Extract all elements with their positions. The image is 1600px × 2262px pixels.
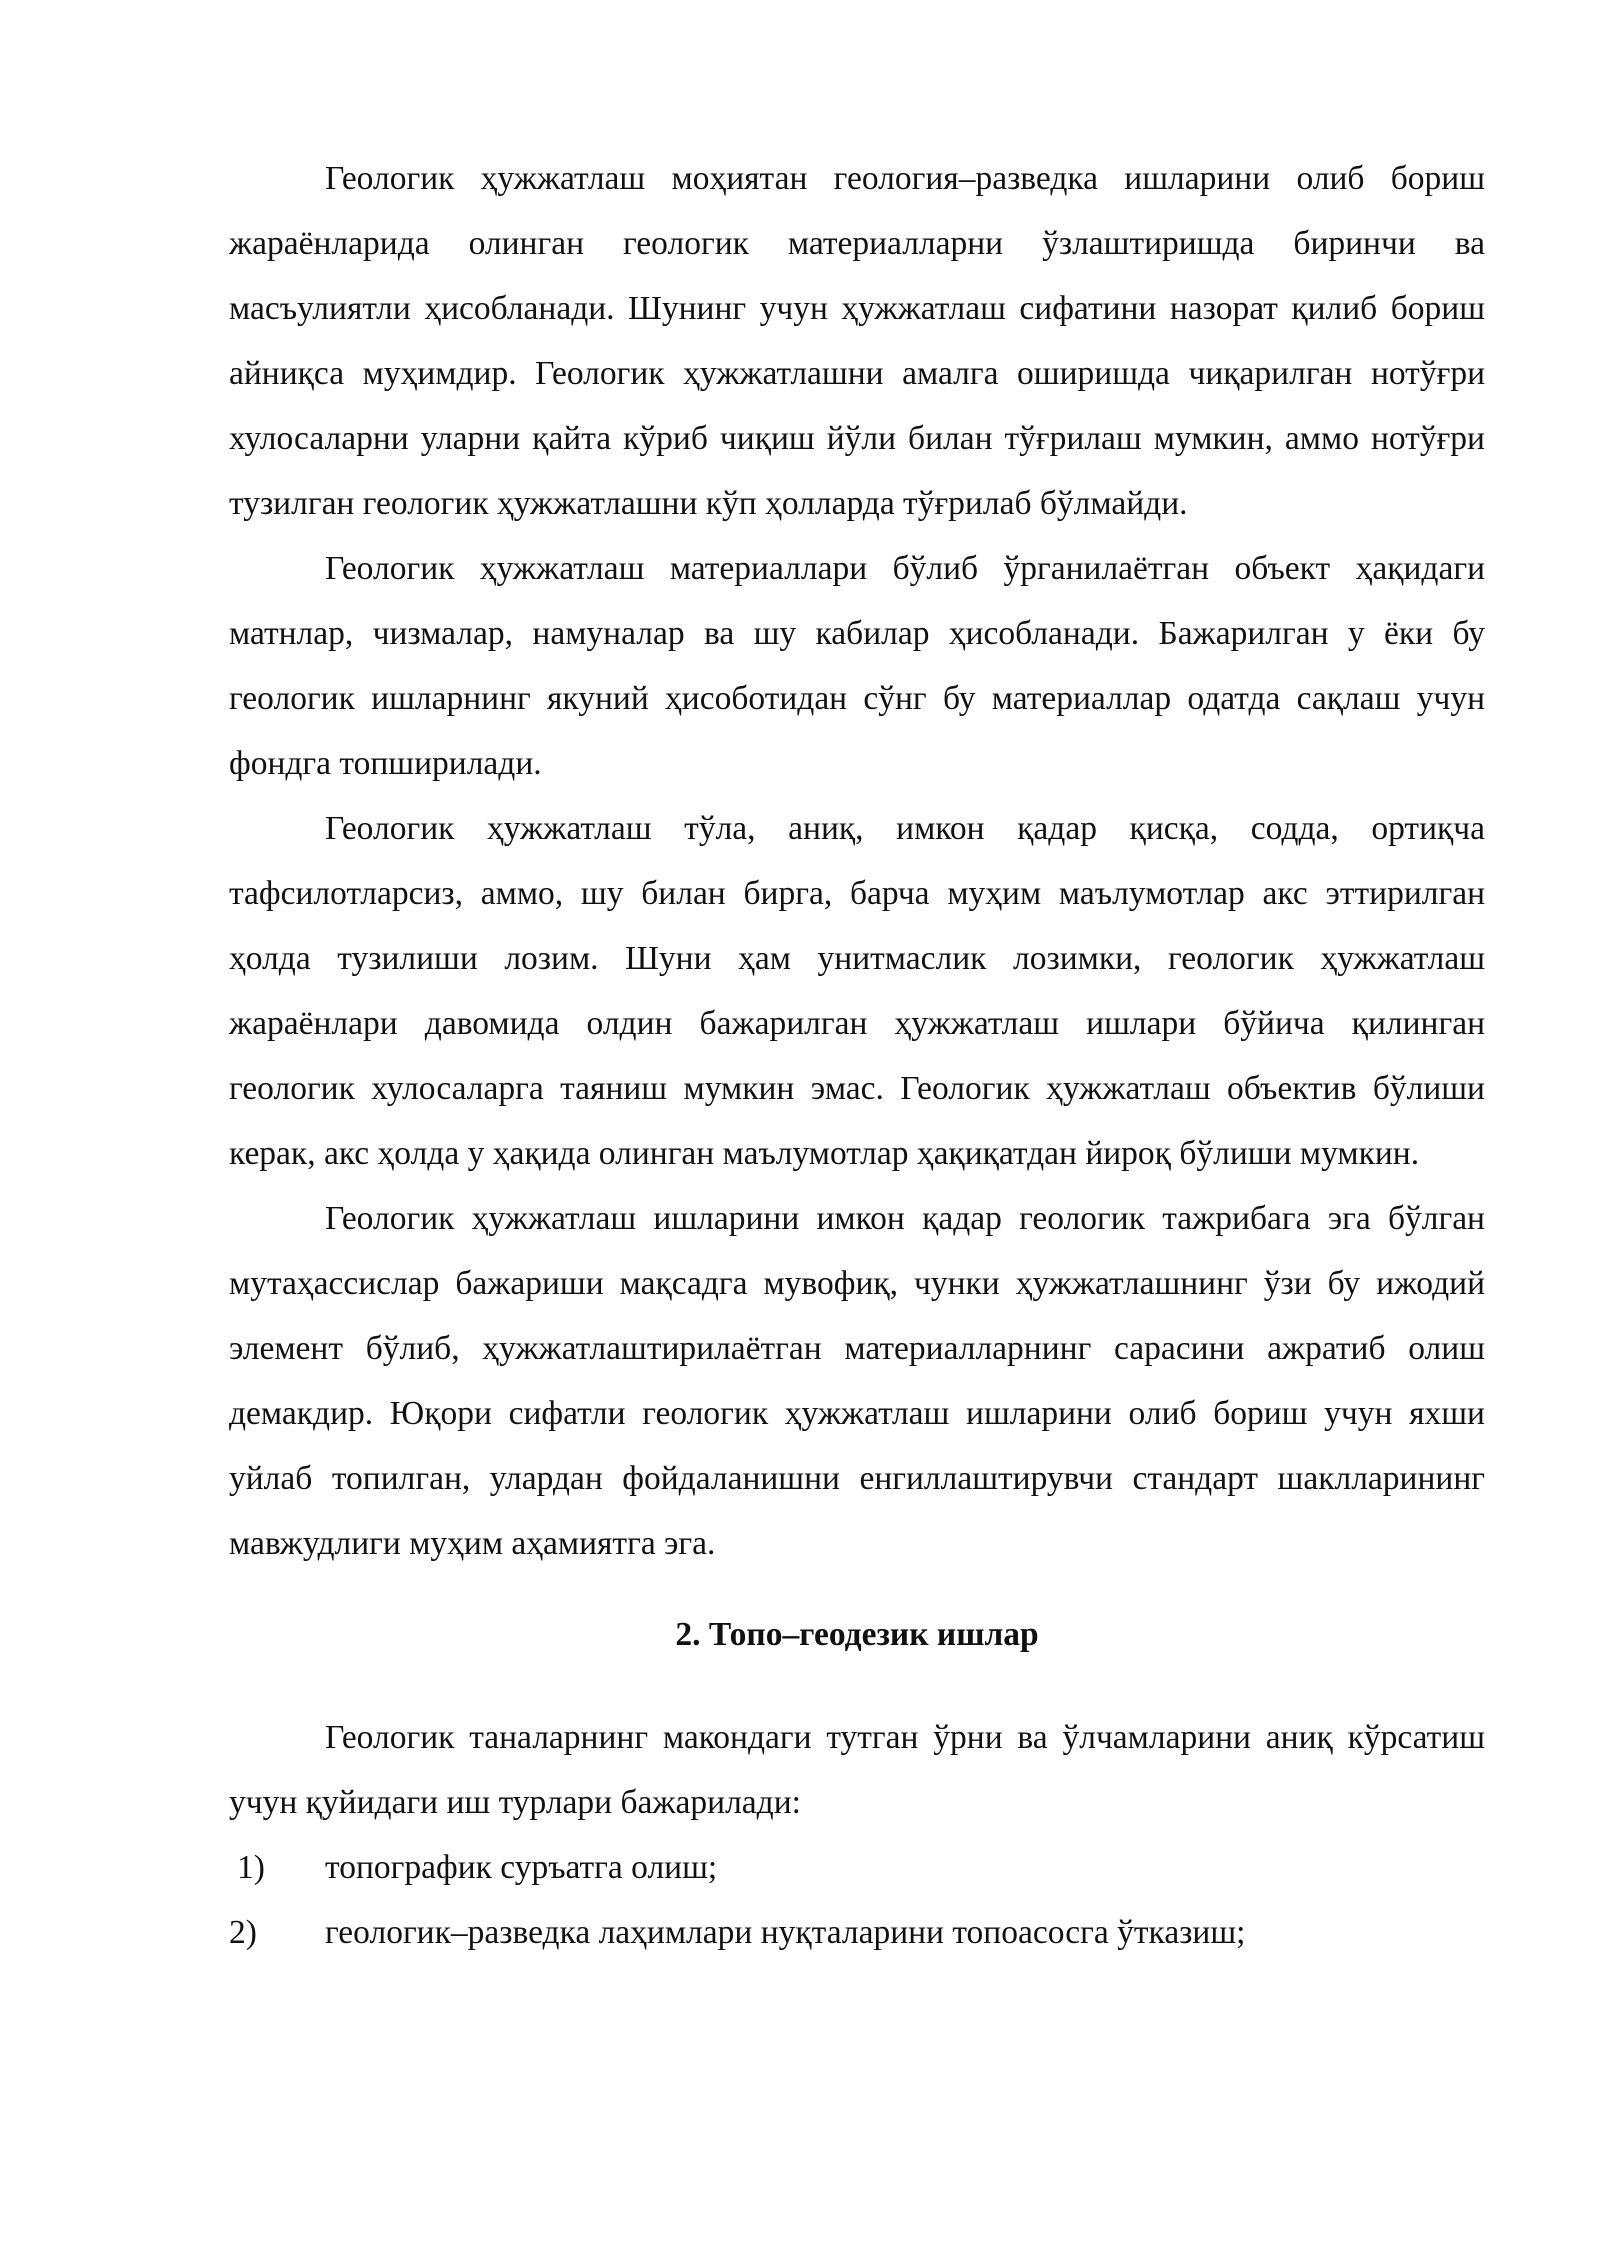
intro-paragraph: Геологик таналарнинг макондаги тутган ўрни ва ўлчамларини аниқ кўрсатиш учун қуйидаги иш турлари бажарилади: (229, 1719, 1485, 1821)
list-item (229, 1835, 1485, 1900)
document-body (229, 146, 1485, 1965)
list-item-text: топографик суръатга олиш; (325, 1849, 718, 1886)
list-item (229, 1900, 1485, 1965)
paragraph: Геологик ҳужжатлаш ишларини имкон қадар геологик тажрибага эга бўлган мутаҳассислар бажариши мақсадга мувофиқ, чунки ҳужжатлашнинг ўзи бу ижодий элемент бўлиб, ҳужжатлаштирилаётган материалларнинг сарасини ажратиб олиш демакдир. Юқори сифатли геологик ҳужжатлаш ишларини олиб бориш учун яхши уйлаб топилган, улардан фойдаланишни енгиллаштирувчи стандарт шаклларининг мавжудлиги муҳим аҳамиятга эга. (229, 1200, 1485, 1562)
paragraph: Геологик ҳужжатлаш моҳиятан геология–разведка ишларини олиб бориш жараёнларида олинган геологик материалларни ўзлаштиришда биринчи ва масъулиятли ҳисобланади. Шунинг учун ҳужжатлаш сифатини назорат қилиб бориш айниқса муҳимдир. Геологик ҳужжатлашни амалга оширишда чиқарилган нотўғри хулосаларни уларни қайта кўриб чиқиш йўли билан тўғрилаш мумкин, аммо нотўғри тузилган геологик ҳужжатлашни кўп ҳолларда тўғрилаб бўлмайди. (229, 160, 1485, 522)
paragraph: Геологик ҳужжатлаш тўла, аниқ, имкон қадар қисқа, содда, ортиқча тафсилотларсиз, аммо, шу билан бирга, барча муҳим маълумотлар акс эттирилган ҳолда тузилиши лозим. Шуни ҳам унитмаслик лозимки, геологик ҳужжатлаш жараёнлари давомида олдин бажарилган ҳужжатлаш ишлари бўйича қилинган геологик хулосаларга таяниш мумкин эмас. Геологик ҳужжатлаш объектив бўлиши керак, акс ҳолда у ҳақида олинган маълумотлар ҳақиқатдан йироқ бўлиши мумкин. (229, 810, 1485, 1172)
section-heading: 2. Топо–геодезик ишлар (675, 1616, 1039, 1653)
paragraph: Геологик ҳужжатлаш материаллари бўлиб ўрганилаётган объект ҳақидаги матнлар, чизмалар, намуналар ва шу кабилар ҳисобланади. Бажарилган у ёки бу геологик ишларнинг якуний ҳисоботидан сўнг бу материаллар одатда сақлаш учун фондга топширилади. (229, 550, 1485, 782)
list-item-number: 2) (229, 1914, 257, 1951)
list-item-number: 1) (237, 1849, 265, 1886)
list-item-text: геологик–разведка лаҳимлари нуқталарини топоасосга ўтказиш; (325, 1914, 1246, 1951)
